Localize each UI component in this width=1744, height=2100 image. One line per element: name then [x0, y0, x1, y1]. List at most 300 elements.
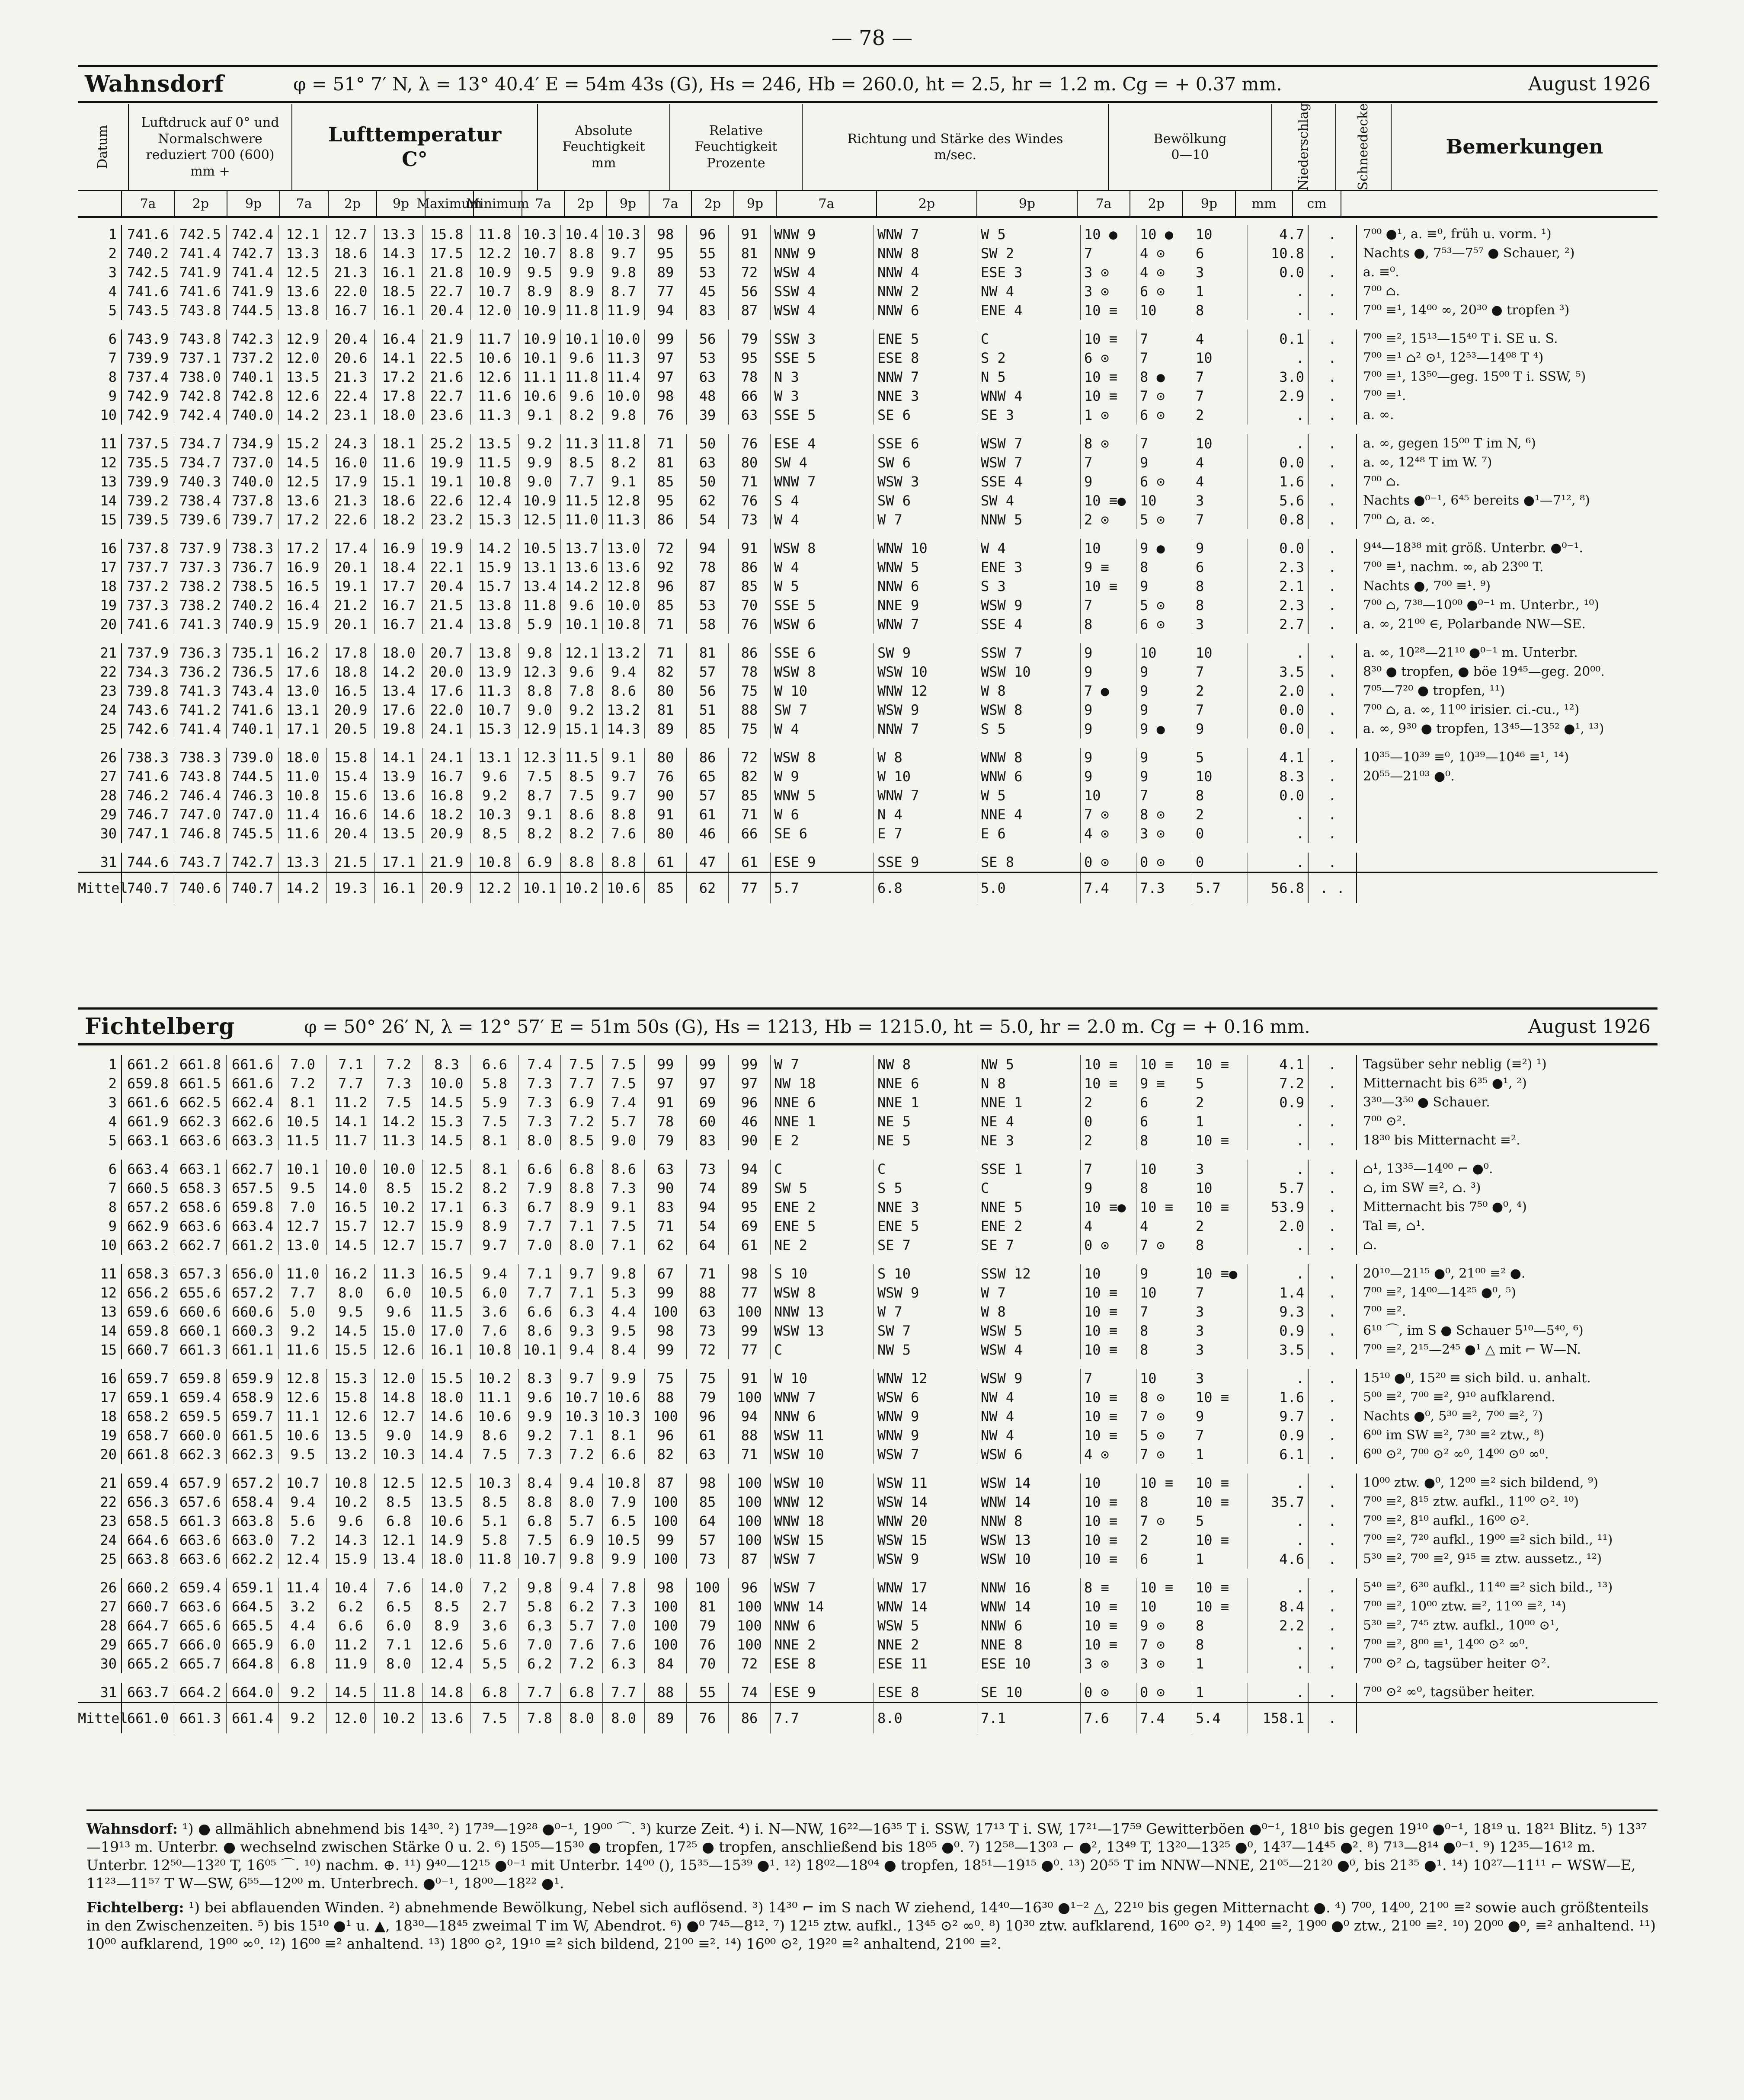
temperature-cell: 13.3	[279, 244, 327, 263]
rel-humidity-cell: 94	[645, 301, 687, 320]
remarks-cell: 15¹⁰ ●⁰, 15²⁰ ≡ sich bild. u. anhalt.	[1363, 1371, 1591, 1386]
snow-cell: .	[1309, 1493, 1357, 1512]
subheader-cell: 7a	[122, 191, 175, 216]
abs-humidity-cell: 10.8	[603, 615, 645, 634]
cloud-cell: 10	[1192, 1179, 1248, 1198]
pressure-cell: 738.2	[174, 577, 227, 596]
rel-humidity-cell: 79	[645, 1131, 687, 1150]
cloud-cell: 10 ≡	[1081, 1493, 1136, 1512]
rel-humidity-cell: 100	[687, 1578, 729, 1597]
abs-humidity-cell: 7.5	[603, 1055, 645, 1074]
cloud-cell: 1	[1192, 1445, 1248, 1464]
day-cell: 3	[78, 1093, 122, 1112]
cloud-cell: 7	[1192, 1426, 1248, 1445]
cloud-cell: 9	[1081, 748, 1136, 767]
header-schneedecke	[1336, 104, 1392, 190]
rel-humidity-cell: 99	[729, 1055, 771, 1074]
pressure-cell: 737.3	[122, 596, 174, 615]
abs-humidity-cell: 6.2	[519, 1654, 561, 1673]
rel-humidity-cell: 61	[729, 853, 771, 872]
remarks-cell: 7⁰⁰ ≡², 14⁰⁰—14²⁵ ●⁰, ⁵)	[1363, 1285, 1516, 1300]
wind-cell: WNW 8	[977, 748, 1081, 767]
cloud-cell: 10 ≡	[1081, 387, 1136, 406]
wind-cell: WNW 6	[977, 767, 1081, 786]
abs-humidity-cell: 5.9	[519, 615, 561, 634]
wind-cell: NW 4	[977, 1407, 1081, 1426]
rel-humidity-cell: 56	[687, 681, 729, 700]
pressure-cell: 737.0	[227, 453, 279, 472]
remarks-cell: 7⁰⁰ ⌂.	[1363, 284, 1400, 299]
remarks-cell: 7⁰⁰ ≡², 15¹³—15⁴⁰ T i. SE u. S.	[1363, 331, 1558, 346]
abs-humidity-cell: 7.6	[603, 824, 645, 843]
rel-humidity-cell: 85	[645, 596, 687, 615]
rel-humidity-cell: 99	[645, 1531, 687, 1550]
day-cell: 13	[78, 472, 122, 491]
precipitation-cell: 4.1	[1248, 1055, 1309, 1074]
abs-humidity-cell: 6.6	[519, 1302, 561, 1321]
rel-humidity-cell: 96	[687, 1407, 729, 1426]
wind-cell: WSW 7	[874, 1445, 977, 1464]
temperature-cell: 9.4	[471, 1264, 519, 1283]
pressure-cell: 664.7	[122, 1616, 174, 1635]
abs-humidity-cell: 9.2	[561, 700, 603, 719]
temperature-cell: 6.3	[471, 1198, 519, 1217]
snow-cell: .	[1309, 1616, 1357, 1635]
rel-humidity-cell: 54	[687, 510, 729, 529]
header-abs-feuchtigkeit	[538, 104, 670, 190]
rel-humidity-cell: 71	[729, 805, 771, 824]
row-gap	[78, 1569, 1658, 1578]
remarks-cell: 7⁰⁰ ≡¹ ⌂² ⊙¹, 12⁵³—14⁰⁸ T ⁴)	[1363, 350, 1544, 365]
rel-humidity-cell: 66	[729, 824, 771, 843]
pressure-cell: 663.6	[174, 1597, 227, 1616]
pressure-cell: 741.6	[122, 767, 174, 786]
temperature-cell: 18.1	[375, 434, 423, 453]
temperature-cell: 14.6	[423, 1407, 471, 1426]
header-bewoelkung	[1109, 104, 1272, 190]
temperature-cell: 7.0	[279, 1055, 327, 1074]
pressure-cell: 740.0	[227, 472, 279, 491]
temperature-cell: 16.1	[423, 1340, 471, 1359]
precipitation-cell: .	[1248, 824, 1309, 843]
pressure-cell: 656.2	[122, 1283, 174, 1302]
rel-humidity-cell: 100	[729, 1597, 771, 1616]
day-cell: 18	[78, 577, 122, 596]
cloud-cell: 7 ⊙	[1136, 1407, 1192, 1426]
pressure-cell: 740.0	[227, 406, 279, 425]
abs-humidity-cell: 9.8	[519, 1578, 561, 1597]
pressure-cell: 664.2	[174, 1683, 227, 1702]
temperature-cell: 23.2	[423, 510, 471, 529]
pressure-cell: 741.3	[174, 615, 227, 634]
snow-cell: .	[1309, 1321, 1357, 1340]
day-cell: 8	[78, 368, 122, 387]
wind-cell: WSW 9	[977, 596, 1081, 615]
abs-humidity-cell: 6.3	[603, 1654, 645, 1673]
wind-cell: SSW 12	[977, 1264, 1081, 1283]
wind-cell: SW 7	[874, 1321, 977, 1340]
cloud-cell: 4	[1081, 1217, 1136, 1236]
station-date: August 1926	[1528, 1015, 1651, 1038]
wind-cell: NNE 1	[874, 1093, 977, 1112]
snow-cell: .	[1309, 1198, 1357, 1217]
snow-cell: .	[1309, 1093, 1357, 1112]
rel-humidity-cell: 63	[645, 1160, 687, 1179]
snow-cell: .	[1309, 1074, 1357, 1093]
abs-humidity-cell: 8.6	[519, 1321, 561, 1340]
rel-humidity-cell: 74	[729, 1683, 771, 1702]
cloud-cell: 7	[1136, 1302, 1192, 1321]
cloud-cell: 10 ≡	[1192, 1531, 1248, 1550]
rel-humidity-cell: 70	[729, 596, 771, 615]
temperature-cell: 14.1	[375, 348, 423, 368]
wind-cell: SE 8	[977, 853, 1081, 872]
abs-humidity-cell: 9.1	[603, 748, 645, 767]
rel-humidity-cell: 90	[645, 1179, 687, 1198]
header-niederschlag	[1272, 104, 1336, 190]
snow-cell: .	[1309, 1160, 1357, 1179]
day-cell: 12	[78, 1283, 122, 1302]
data-table-wahnsdorf	[78, 225, 1658, 903]
temperature-cell: 22.0	[423, 700, 471, 719]
cloud-cell: 8 ●	[1136, 368, 1192, 387]
pressure-cell: 656.3	[122, 1493, 174, 1512]
temperature-cell: 21.9	[423, 853, 471, 872]
wind-cell: W 4	[977, 539, 1081, 558]
temperature-cell: 11.5	[279, 1131, 327, 1150]
rel-humidity-cell: 89	[645, 719, 687, 738]
remarks-cell: a. ≡⁰.	[1363, 265, 1399, 280]
rel-humidity-cell: 96	[645, 577, 687, 596]
rel-humidity-cell: 85	[687, 719, 729, 738]
temperature-cell: 19.1	[423, 472, 471, 491]
wind-cell: WSW 3	[874, 472, 977, 491]
temperature-cell: 18.2	[375, 510, 423, 529]
abs-humidity-cell: 8.2	[561, 406, 603, 425]
cloud-cell: 4 ⊙	[1136, 244, 1192, 263]
pressure-cell: 662.3	[174, 1112, 227, 1131]
precipitation-cell: .	[1248, 1112, 1309, 1131]
abs-humidity-cell: 9.6	[561, 348, 603, 368]
cloud-cell: 8	[1136, 1321, 1192, 1340]
temperature-cell: 11.7	[471, 329, 519, 348]
cloud-cell: 5 ⊙	[1136, 596, 1192, 615]
cloud-cell: 3	[1192, 1369, 1248, 1388]
wind-cell: 5.7	[771, 873, 874, 903]
temperature-cell: 15.2	[279, 434, 327, 453]
temperature-cell: 12.0	[375, 1369, 423, 1388]
row-gap	[78, 738, 1658, 748]
temperature-cell: 10.0	[375, 1160, 423, 1179]
temperature-cell: 12.0	[279, 348, 327, 368]
pressure-cell: 663.4	[122, 1160, 174, 1179]
precipitation-cell: .	[1248, 1512, 1309, 1531]
abs-humidity-cell: 9.7	[603, 786, 645, 805]
wind-cell: W 7	[874, 1302, 977, 1321]
rel-humidity-cell: 72	[687, 1340, 729, 1359]
day-cell: 25	[78, 719, 122, 738]
cloud-cell: 10	[1192, 348, 1248, 368]
cloud-cell: 7	[1136, 786, 1192, 805]
cloud-cell: 2	[1081, 1093, 1136, 1112]
abs-humidity-cell: 9.8	[519, 643, 561, 662]
table-row	[78, 1302, 1658, 1321]
rel-humidity-cell: 100	[645, 1302, 687, 1321]
pressure-cell: 737.8	[227, 491, 279, 510]
remarks-cell: a. ∞, 21⁰⁰ ∈, Polarbande NW—SE.	[1363, 617, 1586, 632]
wind-cell: NE 3	[977, 1131, 1081, 1150]
temperature-cell: 12.2	[471, 873, 519, 903]
pressure-cell: 746.3	[227, 786, 279, 805]
precipitation-cell: 35.7	[1248, 1493, 1309, 1512]
remarks-cell: 7⁰⁰ ⊙² ∞⁰, tagsüber heiter.	[1363, 1684, 1535, 1700]
abs-humidity-cell: 5.7	[561, 1512, 603, 1531]
rel-humidity-cell: 98	[645, 225, 687, 244]
abs-humidity-cell: 8.2	[561, 824, 603, 843]
temperature-cell: 15.4	[327, 767, 375, 786]
temperature-cell: 7.2	[279, 1531, 327, 1550]
temperature-cell: 10.2	[375, 1198, 423, 1217]
subheader-cell: 9p	[977, 191, 1078, 216]
temperature-cell: 12.8	[279, 1369, 327, 1388]
cloud-cell: 2	[1081, 1131, 1136, 1150]
temperature-cell: 13.3	[375, 225, 423, 244]
rel-humidity-cell: 91	[645, 1093, 687, 1112]
temperature-cell: 12.2	[471, 244, 519, 263]
abs-humidity-cell: 12.1	[561, 643, 603, 662]
table-row	[78, 1236, 1658, 1255]
snow-cell: .	[1309, 1283, 1357, 1302]
rel-humidity-cell: 73	[687, 1160, 729, 1179]
abs-humidity-cell: 7.7	[519, 1683, 561, 1702]
abs-humidity-cell: 8.0	[603, 1703, 645, 1733]
snow-cell: .	[1309, 329, 1357, 348]
pressure-cell: 738.2	[174, 596, 227, 615]
wind-cell: WSW 9	[874, 700, 977, 719]
wind-cell: WNW 9	[771, 225, 874, 244]
cloud-cell: 0	[1192, 824, 1248, 843]
temperature-cell: 12.5	[279, 472, 327, 491]
header-bewoelkung-text: Bewölkung 0—10	[1153, 131, 1227, 163]
rel-humidity-cell: 57	[687, 1531, 729, 1550]
abs-humidity-cell: 8.8	[519, 681, 561, 700]
temperature-cell: 12.4	[279, 1550, 327, 1569]
abs-humidity-cell: 15.1	[561, 719, 603, 738]
temperature-cell: 11.3	[471, 681, 519, 700]
rel-humidity-cell: 95	[729, 348, 771, 368]
cloud-cell: 4	[1192, 329, 1248, 348]
cloud-cell: 2	[1192, 1093, 1248, 1112]
abs-humidity-cell: 8.4	[519, 1474, 561, 1493]
table-row	[78, 1093, 1658, 1112]
abs-humidity-cell: 10.4	[561, 225, 603, 244]
precipitation-cell: 158.1	[1248, 1703, 1309, 1733]
pressure-cell: 661.5	[227, 1426, 279, 1445]
wind-cell: ENE 4	[977, 301, 1081, 320]
temperature-cell: 19.9	[423, 453, 471, 472]
temperature-cell: 12.7	[375, 1217, 423, 1236]
pressure-cell: 661.4	[227, 1703, 279, 1733]
temperature-cell: 20.9	[327, 700, 375, 719]
pressure-cell: 742.3	[227, 329, 279, 348]
pressure-cell: 736.3	[174, 643, 227, 662]
wind-cell: NNE 9	[874, 596, 977, 615]
day-cell: Mittel	[78, 873, 122, 903]
temperature-cell: 13.6	[279, 282, 327, 301]
rel-humidity-cell: 72	[729, 263, 771, 282]
temperature-cell: 8.3	[423, 1055, 471, 1074]
cloud-cell: 7	[1192, 510, 1248, 529]
rel-humidity-cell: 64	[687, 1512, 729, 1531]
rel-humidity-cell: 80	[729, 453, 771, 472]
temperature-cell: 16.6	[327, 805, 375, 824]
cloud-cell: 10	[1081, 1264, 1136, 1283]
rel-humidity-cell: 100	[645, 1407, 687, 1426]
remarks-cell: 5⁴⁰ ≡², 6³⁰ aufkl., 11⁴⁰ ≡² sich bild., ¹³)	[1363, 1580, 1613, 1595]
cloud-cell: 10 ≡	[1192, 1493, 1248, 1512]
abs-humidity-cell: 6.3	[519, 1616, 561, 1635]
abs-humidity-cell: 9.6	[561, 662, 603, 681]
temperature-cell: 13.5	[279, 368, 327, 387]
remarks-cell: Nachts ●⁰⁻¹, 6⁴⁵ bereits ●¹—7¹², ⁸)	[1363, 493, 1590, 508]
remarks-cell: 10⁰⁰ ztw. ●⁰, 12⁰⁰ ≡² sich bildend, ⁹)	[1363, 1475, 1598, 1490]
wind-cell: ENE 5	[771, 1217, 874, 1236]
cloud-cell: 7	[1136, 434, 1192, 453]
wind-cell: WNW 17	[874, 1578, 977, 1597]
rel-humidity-cell: 58	[687, 615, 729, 634]
wind-cell: WSW 10	[977, 662, 1081, 681]
header-wind	[803, 104, 1109, 190]
abs-humidity-cell: 10.7	[561, 1388, 603, 1407]
temperature-cell: 12.7	[375, 1236, 423, 1255]
cloud-cell: 3	[1192, 615, 1248, 634]
remarks-cell: 7⁰⁰ ≡², 8⁰⁰ ≡¹, 14⁰⁰ ⊙² ∞⁰.	[1363, 1637, 1529, 1652]
temperature-cell: 20.7	[423, 643, 471, 662]
rel-humidity-cell: 89	[645, 263, 687, 282]
remarks-cell: 6¹⁰ ⌒, im S ● Schauer 5¹⁰—5⁴⁰, ⁶)	[1363, 1323, 1584, 1338]
pressure-cell: 661.6	[122, 1093, 174, 1112]
rel-humidity-cell: 96	[729, 1578, 771, 1597]
pressure-cell: 662.6	[227, 1112, 279, 1131]
snow-cell: .	[1309, 558, 1357, 577]
pressure-cell: 663.1	[122, 1131, 174, 1150]
wind-cell: C	[771, 1340, 874, 1359]
temperature-cell: 16.9	[279, 558, 327, 577]
table-row	[78, 1179, 1658, 1198]
cloud-cell: 6	[1136, 1093, 1192, 1112]
temperature-cell: 13.6	[279, 491, 327, 510]
abs-humidity-cell: 10.6	[603, 873, 645, 903]
temperature-cell: 11.6	[471, 387, 519, 406]
temperature-cell: 9.5	[327, 1302, 375, 1321]
table-row	[78, 786, 1658, 805]
table-row	[78, 301, 1658, 320]
snow-cell: .	[1309, 1055, 1357, 1074]
precipitation-cell: 1.6	[1248, 472, 1309, 491]
day-cell: Mittel	[78, 1703, 122, 1733]
temperature-cell: 6.0	[279, 1635, 327, 1654]
pressure-cell: 747.1	[122, 824, 174, 843]
pressure-cell: 661.1	[227, 1340, 279, 1359]
pressure-cell: 662.3	[174, 1445, 227, 1464]
cloud-cell: 3 ⊙	[1081, 1654, 1136, 1673]
pressure-cell: 660.5	[122, 1179, 174, 1198]
remarks-cell: 3³⁰—3⁵⁰ ● Schauer.	[1363, 1095, 1490, 1110]
wind-cell: W 10	[874, 767, 977, 786]
rel-humidity-cell: 88	[729, 1426, 771, 1445]
rel-humidity-cell: 80	[645, 681, 687, 700]
remarks-cell: Nachts ●, 7⁰⁰ ≡¹. ⁹)	[1363, 579, 1491, 594]
precipitation-cell: .	[1248, 853, 1309, 872]
cloud-cell: 10	[1192, 225, 1248, 244]
abs-humidity-cell: 10.8	[603, 1474, 645, 1493]
pressure-cell: 661.5	[174, 1074, 227, 1093]
precipitation-cell: 9.3	[1248, 1302, 1309, 1321]
temperature-cell: 19.1	[327, 577, 375, 596]
pressure-cell: 663.6	[174, 1550, 227, 1569]
temperature-cell: 12.5	[375, 1474, 423, 1493]
cloud-cell: 10	[1081, 539, 1136, 558]
table-row	[78, 558, 1658, 577]
day-cell: 6	[78, 329, 122, 348]
wind-cell: W 9	[771, 767, 874, 786]
rel-humidity-cell: 84	[645, 1654, 687, 1673]
temperature-cell: 11.1	[471, 1388, 519, 1407]
day-cell: 28	[78, 1616, 122, 1635]
abs-humidity-cell: 6.7	[519, 1198, 561, 1217]
temperature-cell: 21.5	[423, 596, 471, 615]
temperature-cell: 14.5	[327, 1683, 375, 1702]
temperature-cell: 18.0	[423, 1388, 471, 1407]
pressure-cell: 742.9	[122, 387, 174, 406]
abs-humidity-cell: 11.5	[561, 748, 603, 767]
cloud-cell: 10 ≡	[1081, 577, 1136, 596]
day-cell: 16	[78, 539, 122, 558]
rel-humidity-cell: 100	[645, 1512, 687, 1531]
abs-humidity-cell: 11.5	[561, 491, 603, 510]
pressure-cell: 743.7	[174, 853, 227, 872]
abs-humidity-cell: 7.1	[519, 1264, 561, 1283]
snow-cell: .	[1309, 1407, 1357, 1426]
snow-cell: .	[1309, 1703, 1357, 1733]
wind-cell: WSW 14	[977, 1474, 1081, 1493]
wind-cell: S 3	[977, 577, 1081, 596]
temperature-cell: 22.5	[423, 348, 471, 368]
pressure-cell: 659.8	[122, 1321, 174, 1340]
cloud-cell: 10 ≡	[1136, 1578, 1192, 1597]
temperature-cell: 4.4	[279, 1616, 327, 1635]
cloud-cell: 5	[1192, 1074, 1248, 1093]
pressure-cell: 746.4	[174, 786, 227, 805]
row-gap	[78, 1150, 1658, 1160]
remarks-cell: 5⁰⁰ ≡², 7⁰⁰ ≡², 9¹⁰ aufklarend.	[1363, 1390, 1555, 1405]
pressure-cell: 663.7	[122, 1683, 174, 1702]
temperature-cell: 10.2	[327, 1493, 375, 1512]
rel-humidity-cell: 80	[645, 824, 687, 843]
rel-humidity-cell: 86	[729, 1703, 771, 1733]
temperature-cell: 16.4	[375, 329, 423, 348]
wind-cell: WNW 5	[771, 786, 874, 805]
wind-cell: NNW 2	[874, 282, 977, 301]
day-cell: 17	[78, 558, 122, 577]
cloud-cell: 4 ⊙	[1081, 824, 1136, 843]
temperature-cell: 15.7	[327, 1217, 375, 1236]
wind-cell: NNW 16	[977, 1578, 1081, 1597]
wind-cell: 6.8	[874, 873, 977, 903]
pressure-cell: 741.3	[174, 681, 227, 700]
rel-humidity-cell: 95	[645, 491, 687, 510]
snow-cell: .	[1309, 1578, 1357, 1597]
